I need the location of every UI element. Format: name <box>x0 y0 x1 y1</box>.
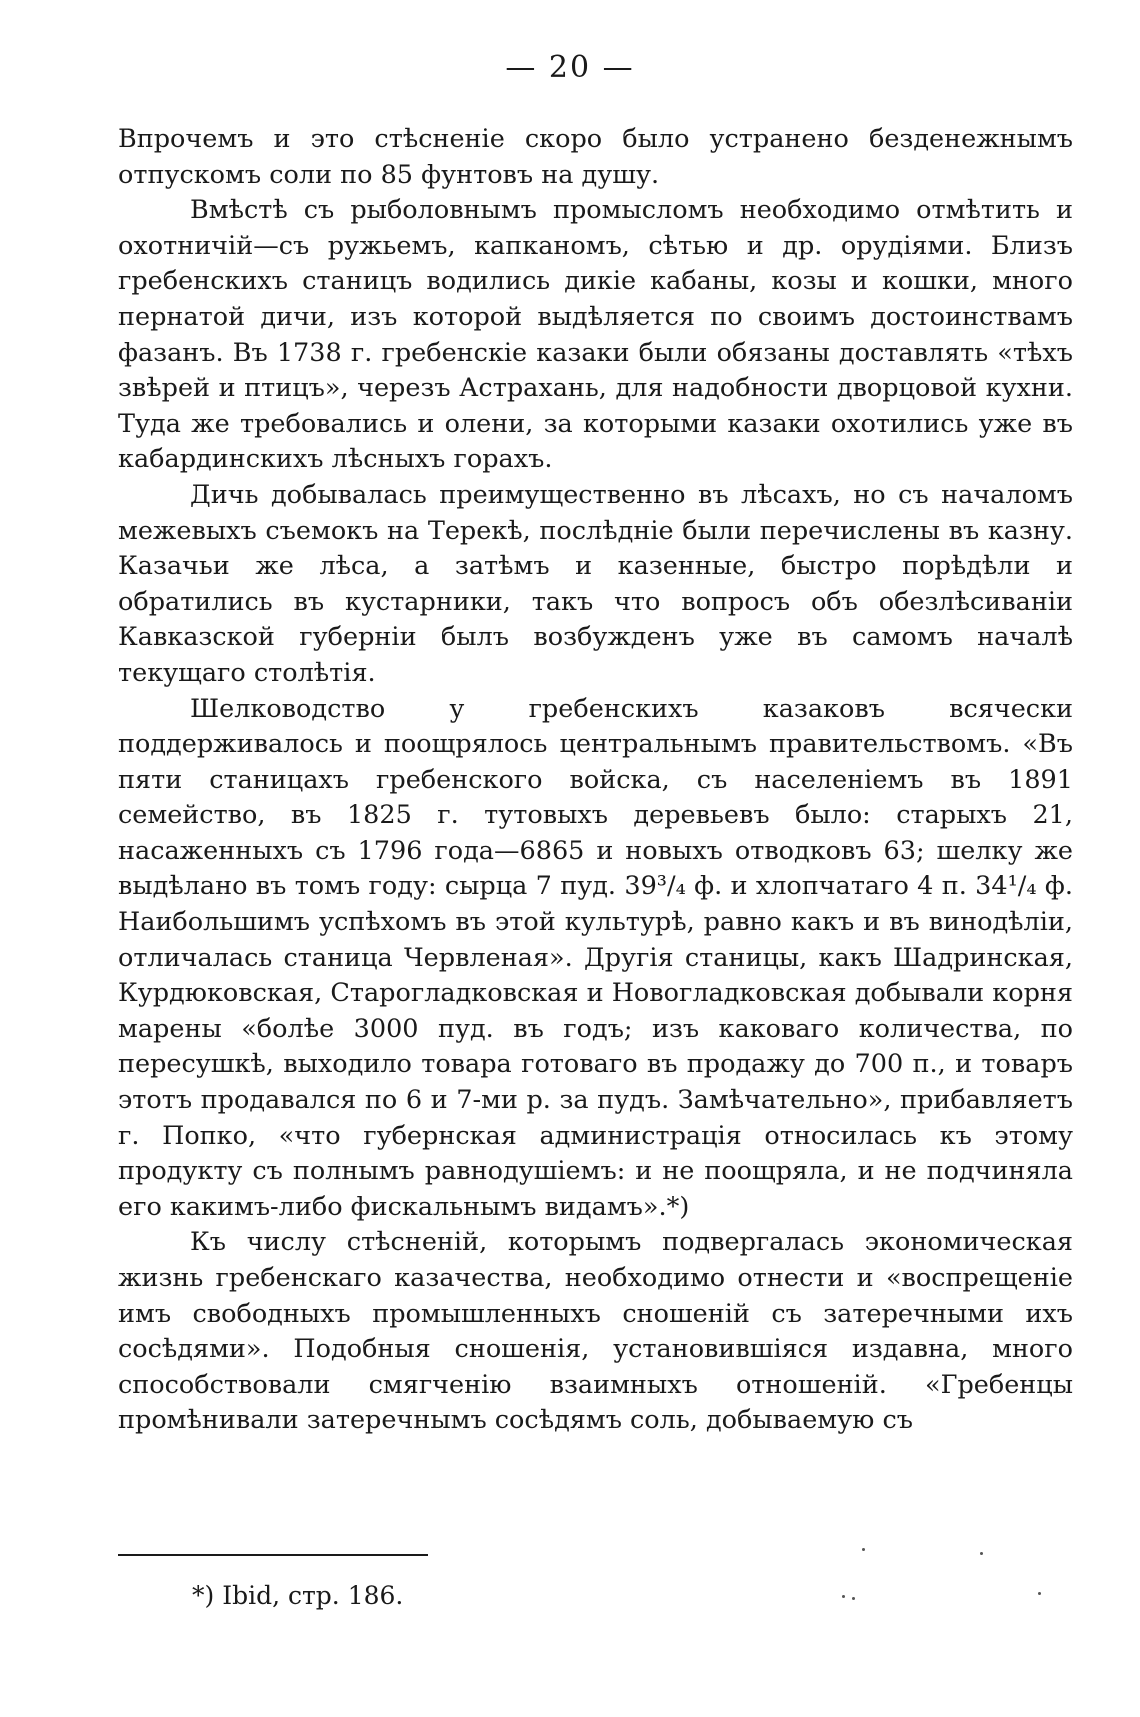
speck <box>980 1552 983 1555</box>
speck <box>842 1595 845 1598</box>
paragraph-2: Вмѣстѣ съ рыболовнымъ промысломъ необходимо отмѣтить и охотничій—съ ружьемъ, капканомъ, сѣтью и др. орудіями. Близъ гребенскихъ станицъ водились дикіе кабаны, козы и кошки, много пернатой дичи, изъ которой выдѣляется по своимъ достоинствамъ фазанъ. Въ 1738 г. гребенскіе казаки были обязаны доставлять «тѣхъ звѣрей и птицъ», черезъ Астрахань, для надобности дворцовой кухни. Туда же требовались и олени, за которыми казаки охотились уже въ кабардинскихъ лѣсныхъ горахъ. <box>118 195 1073 475</box>
body-text <box>118 122 1073 1439</box>
paragraph-4: Шелководство у гребенскихъ казаковъ всячески поддерживалось и поощрялось центральнымъ правительствомъ. «Въ пяти станицахъ гребенского войска, съ населеніемъ въ 1891 семейство, въ 1825 г. тутовыхъ деревьевъ было: старыхъ 21, насаженныхъ съ 1796 года—6865 и новыхъ отводковъ 63; шелку же выдѣлано въ томъ году: сырца 7 пуд. 39³/₄ ф. и хлопчатаго 4 п. 34¹/₄ ф. Наибольшимъ успѣхомъ въ этой культурѣ, равно какъ и въ винодѣліи, отличалась станица Червленая». Другія станицы, какъ Шадринская, Курдюковская, Старогладковская и Новогладковская добывали корня марены «болѣе 3000 пуд. въ годъ; изъ каковаго количества, по пересушкѣ, выходило товара готоваго въ продажу до 700 п., и товаръ этотъ продавался по 6 и 7-ми р. за пудъ. Замѣчательно», прибавляетъ г. Попко, «что губернская администрація относилась къ этому продукту съ полнымъ равнодушіемъ: и не поощряла, и не подчиняла его какимъ-либо фискальнымъ видамъ».*) <box>118 693 1073 1222</box>
speck <box>862 1548 865 1551</box>
speck <box>1038 1592 1041 1595</box>
footnote-divider <box>118 1554 428 1556</box>
paragraph-3: Дичь добывалась преимущественно въ лѣсахъ, но съ началомъ межевыхъ съемокъ на Терекѣ, послѣдніе были перечислены въ казну. Казачьи же лѣса, а затѣмъ и казенные, быстро порѣдѣли и обратились въ кустарники, такъ что вопросъ объ обезлѣсиваніи Кавказской губерніи былъ возбужденъ уже въ самомъ началѣ текущаго столѣтія. <box>118 479 1073 688</box>
paragraph-1: Впрочемъ и это стѣсненіе скоро было устранено безденежнымъ отпускомъ соли по 85 фунтовъ на душу. <box>118 124 1073 190</box>
footnote: *) Ibid, стр. 186. <box>192 1581 404 1610</box>
page-number: — 20 — <box>505 50 635 85</box>
speck <box>852 1597 855 1600</box>
paragraph-5: Къ числу стѣсненій, которымъ подвергалась экономическая жизнь гребенскаго казачества, необходимо отнести и «воспрещеніе имъ свободныхъ промышленныхъ сношеній съ затеречными ихъ сосѣдями». Подобныя сношенія, установившіяся издавна, много способствовали смягченію взаимныхъ отношеній. «Гребенцы промѣнивали затеречнымъ сосѣдямъ соль, добываемую съ <box>118 1227 1073 1436</box>
